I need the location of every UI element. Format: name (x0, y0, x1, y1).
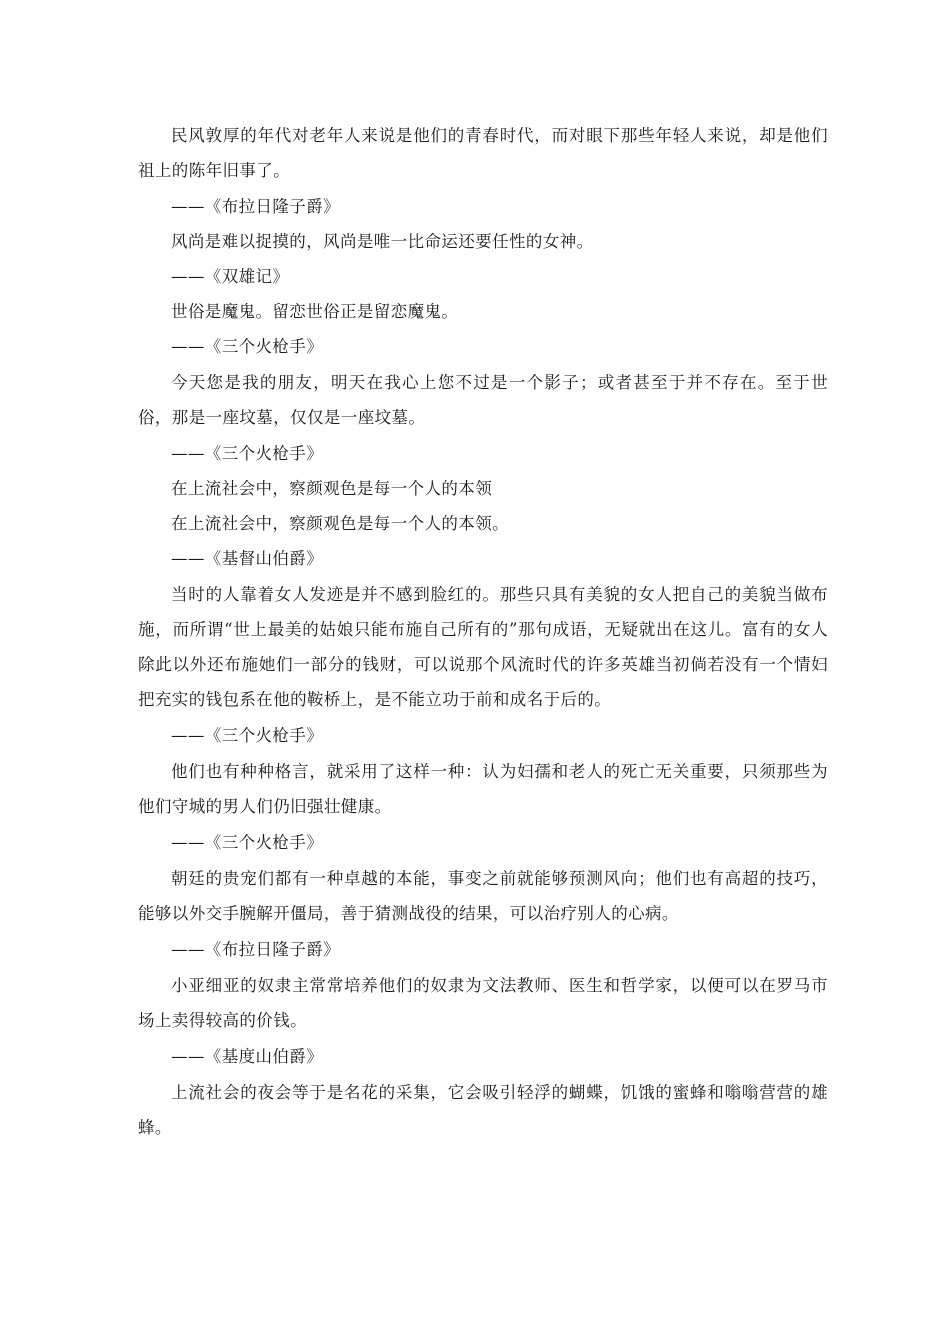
quote-paragraph: 他们也有种种格言，就采用了这样一种：认为妇孺和老人的死亡无关重要，只须那些为他们守城的男人们仍旧强壮健康。 (138, 762, 828, 816)
quote-source: ——《基督山伯爵》 (171, 549, 324, 568)
quote-paragraph: 世俗是魔鬼。留恋世俗正是留恋魔鬼。 (171, 302, 459, 321)
quote-paragraph: 在上流社会中，察颜观色是每一个人的本领 (171, 479, 493, 498)
quote-paragraph: 小亚细亚的奴隶主常常培养他们的奴隶为文法教师、医生和哲学家，以便可以在罗马市场上卖得较高的价钱。 (138, 976, 828, 1030)
quote-source: ——《三个火枪手》 (171, 833, 324, 852)
quote-source: ——《基度山伯爵》 (171, 1047, 324, 1066)
quote-paragraph: 朝廷的贵宠们都有一种卓越的本能，事变之前就能够预测风向；他们也有高超的技巧，能够以外交手腕解开僵局，善于猜测战役的结果，可以治疗别人的心病。 (138, 869, 828, 923)
quote-paragraph: 当时的人靠着女人发迹是并不感到脸红的。那些只具有美貌的女人把自己的美貌当做布施，而所谓“世上最美的姑娘只能布施自己所有的”那句成语，无疑就出在这儿。富有的女人除此以外还布施她们一部分的钱财，可以说那个风流时代的许多英雄当初倘若没有一个情妇把充实的钱包系在他的鞍桥上，是不能立功于前和成名于后的。 (138, 585, 828, 709)
quote-source: ——《三个火枪手》 (171, 337, 324, 356)
quote-source: ——《三个火枪手》 (171, 444, 324, 463)
quote-paragraph: 民风敦厚的年代对老年人来说是他们的青春时代，而对眼下那些年轻人来说，却是他们祖上的陈年旧事了。 (138, 126, 828, 180)
quote-source: ——《布拉日隆子爵》 (171, 197, 340, 216)
quote-paragraph: 今天您是我的朋友，明天在我心上您不过是一个影子；或者甚至于并不存在。至于世俗，那是一座坟墓，仅仅是一座坟墓。 (138, 373, 828, 427)
quote-paragraph: 上流社会的夜会等于是名花的采集，它会吸引轻浮的蝴蝶，饥饿的蜜蜂和嗡嗡营营的雄蜂。 (138, 1083, 828, 1137)
quote-source: ——《双雄记》 (171, 267, 290, 286)
quote-paragraph: 风尚是难以捉摸的，风尚是唯一比命运还要任性的女神。 (171, 232, 594, 251)
quote-paragraph: 在上流社会中，察颜观色是每一个人的本领。 (171, 514, 509, 533)
quote-source: ——《布拉日隆子爵》 (171, 940, 340, 959)
quote-source: ——《三个火枪手》 (171, 726, 324, 745)
document-page (138, 118, 828, 1147)
